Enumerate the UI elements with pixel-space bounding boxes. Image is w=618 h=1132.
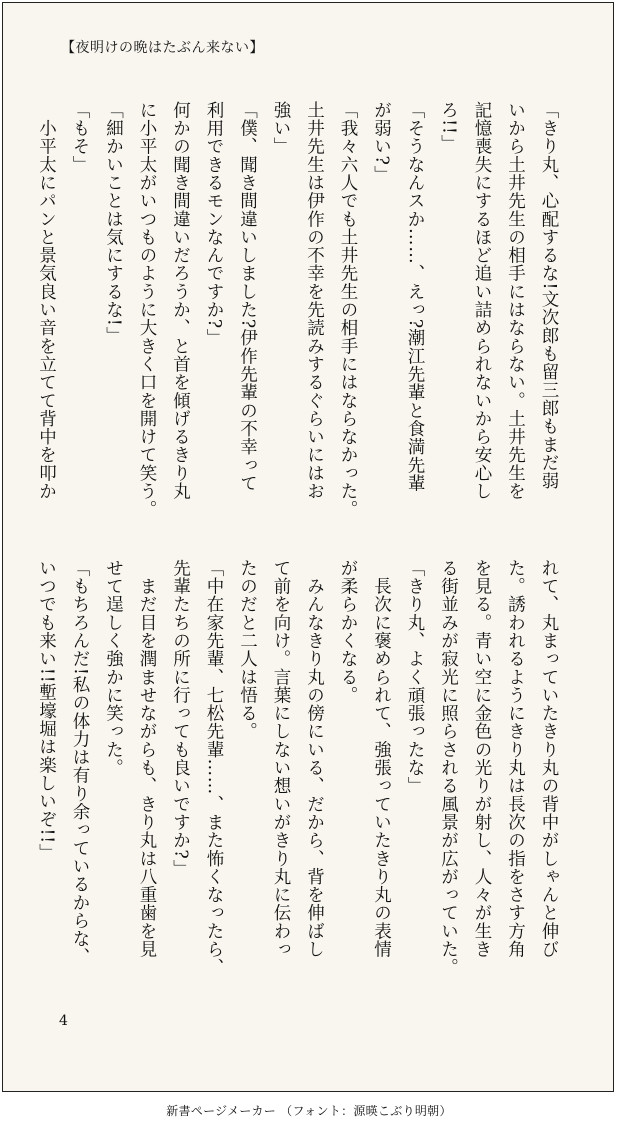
text-line: 「きり丸、よく頑張ったな」 (405, 559, 425, 795)
text-line: 「我々六人でも土井先生の相手にはならなかった。 (338, 101, 358, 519)
text-line: が柔らかくなる。 (338, 559, 358, 705)
text-line: たのだと二人は悟る。 (237, 559, 258, 741)
text-line: 「細かいことは気にするな!」 (103, 101, 124, 345)
text-line: 土井先生は伊作の不幸を先読みするぐらいにはお (304, 101, 325, 501)
text-line: る街並みが寂光に照らされる風景が広がっていた。 (438, 559, 459, 977)
text-line: れて、丸まっていたきり丸の背中がしゃんと伸び (539, 559, 559, 959)
footer-credit: 新書ページメーカー （フォント：源暎こぶり明朝） (166, 1104, 452, 1118)
text-line: せて逞しく強かに笑った。 (103, 559, 124, 777)
text-line: いから土井先生の相手にはならない。土井先生を (505, 101, 526, 501)
text-line: 利用できるモンなんですか?」 (204, 101, 224, 347)
text-line: 強い」 (271, 101, 291, 156)
page-title: 【夜明けの晩はたぶん来ない】 (61, 40, 264, 56)
text-line: 「もそ」 (70, 101, 90, 174)
text-line: 長次に褒められて、強張っていたきり丸の表情 (371, 559, 392, 959)
text-line: 「中在家先輩、七松先輩……、また怖くなったら、 (204, 559, 224, 977)
text-line: を見る。青い空に金色の光りが射し、人々が生き (472, 559, 492, 959)
text-line: て前を向け。言葉にしない想いがきり丸に伝わっ (271, 559, 291, 959)
text-line: 「きり丸、心配するな!文次郎も留三郎もまだ弱 (539, 101, 559, 490)
text-line: に小平太がいつものように大きく口を開けて笑う。 (137, 101, 157, 519)
text-line: 先輩たちの所に行っても良いですか?」 (170, 559, 191, 878)
text-block-upper (36, 101, 565, 573)
book-page (2, 2, 614, 1092)
text-block-lower (36, 559, 565, 1031)
text-line: 「そうなんスか……、えっ?潮江先輩と食満先輩 (405, 101, 425, 493)
text-line: 小平太にパンと景気良い音を立てて背中を叩か (36, 101, 57, 501)
text-line: 「僕、聞き間違いしました?伊作先輩の不幸って (237, 101, 258, 493)
text-line: いつでも来い!!塹壕堀は楽しいぞ!!」 (36, 559, 57, 862)
text-line: 「もちろんだ!私の体力は有り余っているからな、 (70, 559, 90, 966)
text-line: が弱い?」 (371, 101, 392, 184)
text-line: まだ目を潤ませながらも、きり丸は八重歯を見 (137, 559, 157, 959)
text-line: ろ!!」 (438, 101, 459, 153)
text-line: た。誘われるようにきり丸は長次の指をさす方角 (505, 559, 526, 959)
text-line: 何かの聞き間違いだろうか、と首を傾げるきり丸 (170, 101, 191, 501)
text-line: みんなきり丸の傍にいる、だから、背を伸ばし (304, 559, 325, 959)
page-number: 4 (59, 1013, 68, 1029)
text-line: 記憶喪失にするほど追い詰められないから安心し (472, 101, 492, 501)
